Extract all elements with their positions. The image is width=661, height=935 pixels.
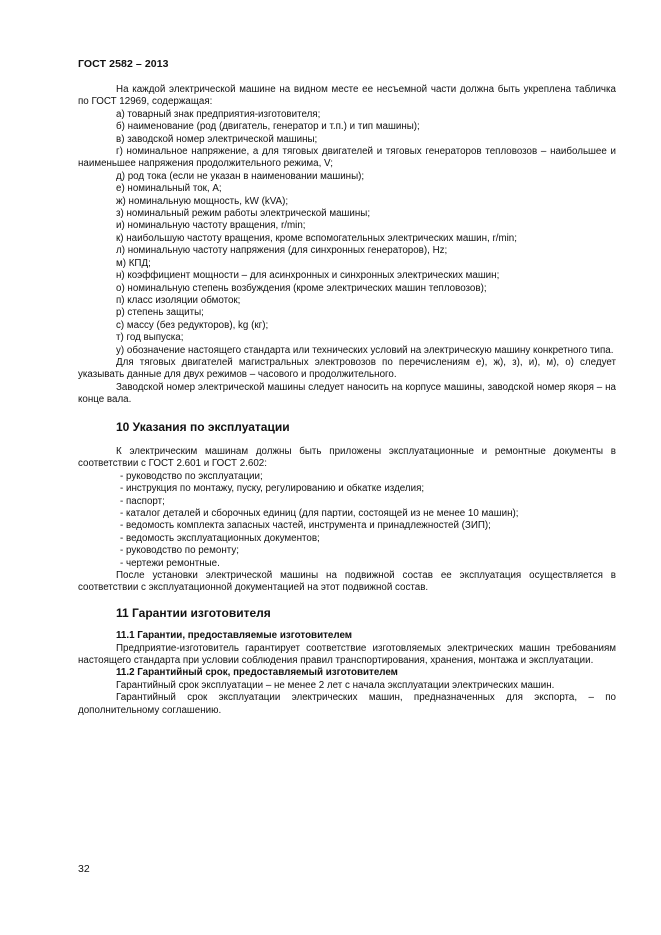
list-item-g: г) номинальное напряжение, а для тяговых двигателей и тяговых генераторов тепловозов – наибольшее и наименьшее напряжения продолжительного режима, V;	[78, 146, 616, 170]
list-item-d: д) род тока (если не указан в наименовании машины);	[116, 170, 365, 182]
list-item-k: к) наибольшую частоту вращения, кроме вспомогательных электрических машин, r/min;	[116, 232, 517, 244]
doc-list-item: - паспорт;	[120, 495, 165, 507]
list-item-t: т) год выпуска;	[116, 332, 184, 344]
section-10-title: 10 Указания по эксплуатации	[116, 419, 290, 434]
doc-list-item: - каталог деталей и сборочных единиц (для партии, состоящей из не менее 10 машин);	[120, 508, 519, 519]
intro-paragraph: На каждой электрической машине на видном месте ее несъемной части должна быть укреплена табличка по ГОСТ 12969, содержащая:	[78, 84, 616, 108]
list-item-l: л) номинальную частоту напряжения (для синхронных генераторов), Hz;	[116, 245, 448, 257]
list-item-n: н) коэффициент мощности – для асинхронных и синхронных электрических машин;	[116, 270, 500, 282]
section-11-title: 11 Гарантии изготовителя	[116, 605, 271, 620]
doc-list-item: - руководство по ремонту;	[120, 545, 239, 557]
list-item-m: м) КПД;	[116, 257, 151, 269]
subsection-11-1-title: 11.1 Гарантии, предоставляемые изготовителем	[116, 630, 353, 642]
list-item-zh: ж) номинальную мощность, kW (kVA);	[116, 195, 289, 207]
list-item-a: а) товарный знак предприятия-изготовителя;	[116, 108, 321, 120]
list-item-r: р) степень защиты;	[116, 307, 204, 319]
doc-list-item: - чертежи ремонтные.	[120, 557, 220, 569]
page-number: 32	[78, 863, 90, 875]
subsection-11-2-title: 11.2 Гарантийный срок, предоставляемый изготовителем	[116, 667, 398, 679]
section-10-intro: К электрическим машинам должны быть приложены эксплуатационные и ремонтные документы в соответствии с ГОСТ 2.601 и ГОСТ 2.602:	[78, 445, 616, 470]
doc-list-item: - инструкция по монтажу, пуску, регулированию и обкатке изделия;	[120, 483, 425, 495]
subsection-11-1-text: Предприятие-изготовитель гарантирует соответствие изготовляемых электрических машин требованиям настоящего стандарта при условии соблюдения правил транспортирования, хранения, монтажа и эксплуатации.	[78, 642, 616, 667]
section-10-after: После установки электрической машины на подвижной состав ее эксплуатация осуществляется в соответствии с эксплуатационной документацией на этот подвижной состав.	[78, 570, 616, 594]
list-item-b: б) наименование (род (двигатель, генератор и т.п.) и тип машины);	[116, 121, 420, 133]
list-item-z: з) номинальный режим работы электрической машины;	[116, 208, 371, 220]
subsection-11-2-text-2: Гарантийный срок эксплуатации электрических машин, предназначенных для экспорта, – по дополнительному соглашению.	[78, 692, 616, 716]
list-item-u: у) обозначение настоящего стандарта или технических условий на электрическую машину конкретного типа.	[116, 344, 614, 356]
list-item-v: в) заводской номер электрической машины;	[116, 133, 318, 145]
list-item-p: п) класс изоляции обмоток;	[116, 294, 241, 306]
list-item-o: о) номинальную степень возбуждения (кроме электрических машин тепловозов);	[116, 282, 487, 294]
doc-list-item: - руководство по эксплуатации;	[120, 470, 263, 482]
list-item-i: и) номинальную частоту вращения, r/min;	[116, 220, 306, 232]
doc-list-item: - ведомость эксплуатационных документов;	[120, 532, 320, 544]
serial-paragraph: Заводской номер электрической машины следует наносить на корпусе машины, заводской номер якоря – на конце вала.	[78, 381, 616, 406]
traction-paragraph: Для тяговых двигателей магистральных электровозов по перечислениям е), ж), з), и), м), о) следует указывать данные для двух режимов – часового и продолжительного.	[78, 356, 616, 381]
document-body	[78, 84, 616, 717]
subsection-11-2-text-1: Гарантийный срок эксплуатации – не менее 2 лет с начала эксплуатации электрических машин.	[116, 679, 555, 691]
list-item-e: е) номинальный ток, A;	[116, 183, 222, 195]
list-item-s: с) массу (без редукторов), kg (кг);	[116, 319, 269, 331]
document-header: ГОСТ 2582 – 2013	[78, 58, 169, 70]
doc-list-item: - ведомость комплекта запасных частей, инструмента и принадлежностей (ЗИП);	[120, 520, 491, 532]
